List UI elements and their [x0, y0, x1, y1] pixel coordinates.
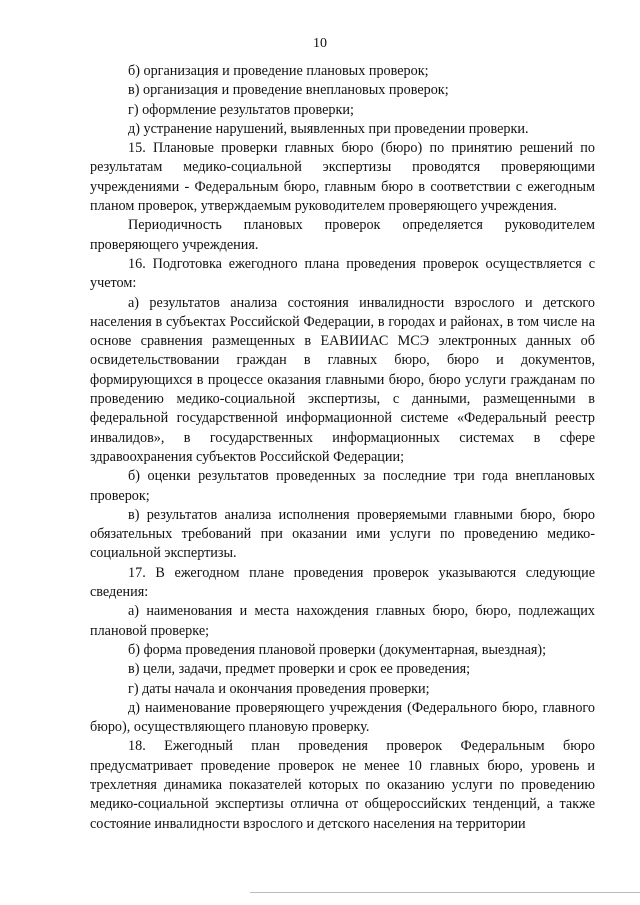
page-number: 10: [313, 36, 327, 51]
list-item-v: в) организация и проведение внеплановых проверок;: [128, 82, 449, 99]
scan-edge-line: [250, 892, 640, 893]
clause-17-item-a: а) наименования и места нахождения главных бюро, бюро, подлежащих плановой проверке;: [90, 603, 595, 639]
clause-18: 18. Ежегодный план проведения проверок Федеральным бюро предусматривает проведение проверок не менее 10 главных бюро, уровень и трехлетняя динамика показателей которых по оказанию услуги по проведению медико-социальной экспертизы отлична от общероссийских тенденций, а также состояние инвалидности взрослого и детского населения на территории: [90, 738, 595, 832]
clause-16: 16. Подготовка ежегодного плана проведения проверок осуществляется с учетом:: [90, 255, 595, 292]
clause-17-item-g: г) даты начала и окончания проведения проверки;: [128, 680, 430, 697]
list-item-d: д) устранение нарушений, выявленных при проведении проверки.: [128, 120, 529, 137]
clause-17-item-b: б) форма проведения плановой проверки (документарная, выездная);: [128, 641, 547, 658]
clause-16-item-a: а) результатов анализа состояния инвалидности взрослого и детского населения в субъектах Российской Федерации, в городах и районах, в том числе на основе сравнения размещенных в ЕАВИИАС МСЭ электронных данных об освидетельствовании граждан в главных бюро, бюро и документов, формирующихся в процессе оказания главными бюро, бюро услуги гражданам по проведению медико-социальной экспертизы, с данными, размещенными в федеральной государственной информационной системе «Федеральный реестр инвалидов», в государственных информационных системах в сфере здравоохранения субъектов Российской Федерации;: [90, 294, 595, 465]
clause-17-item-v: в) цели, задачи, предмет проверки и срок ее проведения;: [128, 661, 471, 678]
clause-17: 17. В ежегодном плане проведения проверок указываются следующие сведения:: [90, 564, 595, 601]
list-item-g: г) оформление результатов проверки;: [128, 101, 354, 118]
list-item-b: б) организация и проведение плановых проверок;: [128, 63, 429, 79]
clause-16-item-v: в) результатов анализа исполнения проверяемыми главными бюро, бюро обязательных требований при оказании ими услуги по проведению медико-социальной экспертизы.: [90, 506, 595, 562]
clause-15-periodicity: Периодичность плановых проверок определяется руководителем проверяющего учреждения.: [90, 217, 595, 253]
clause-16-item-b: б) оценки результатов проведенных за последние три года внеплановых проверок;: [90, 468, 595, 504]
clause-17-item-d: д) наименование проверяющего учреждения (Федерального бюро, главного бюро), осуществляющего плановую проверку.: [90, 699, 595, 736]
document-body: [90, 62, 595, 834]
clause-15: 15. Плановые проверки главных бюро (бюро) по принятию решений по результатам медико-социальной экспертизы проводятся проверяющими учреждениями - Федеральным бюро, главным бюро в соответствии с ежегодным планом проверок, утверждаемым руководителем проверяющего учреждения.: [90, 140, 595, 215]
